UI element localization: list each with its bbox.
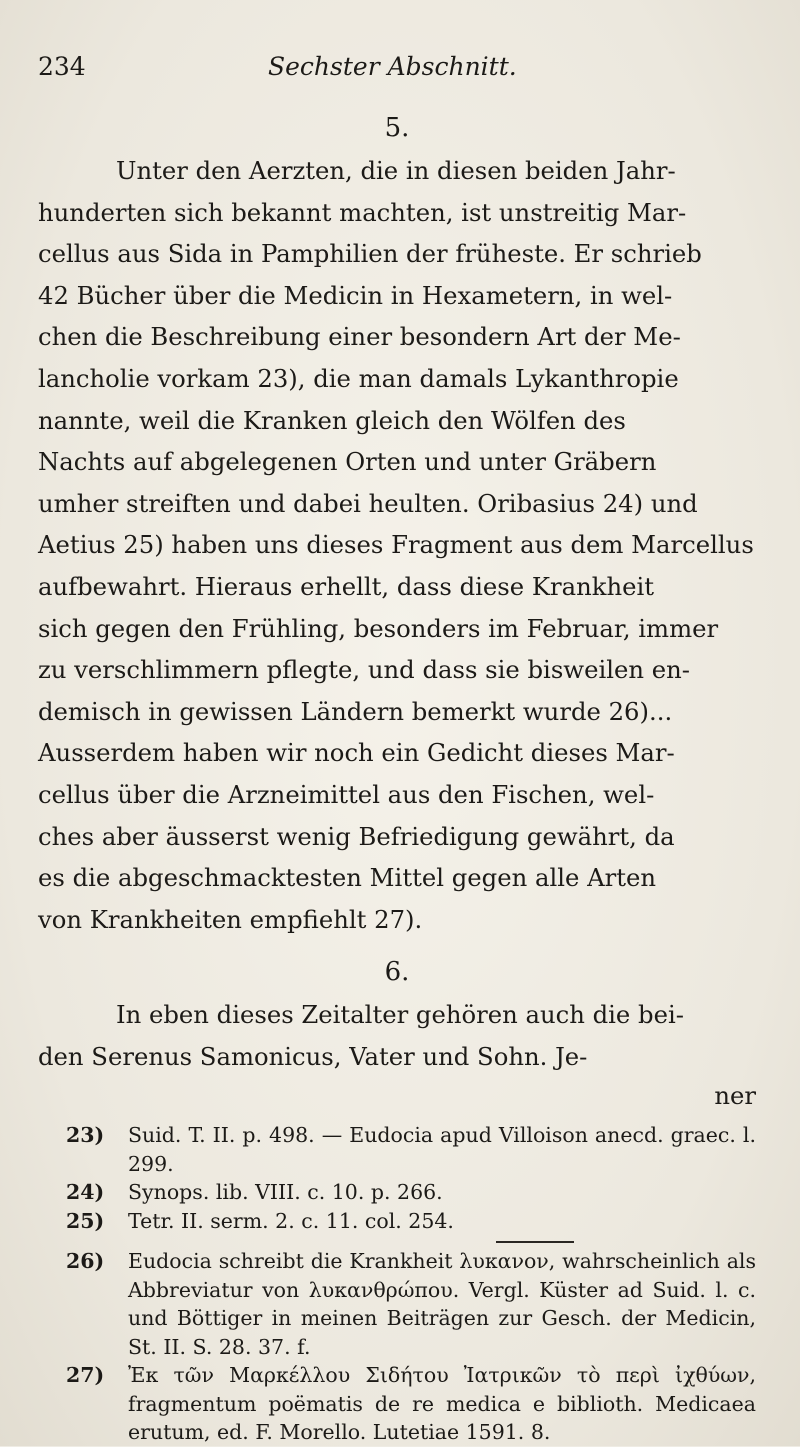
footnote-number: 23) [66, 1123, 105, 1148]
text-line: Unter den Aerzten, die in diesen beiden Jahr- [116, 156, 676, 185]
text-line: cellus aus Sida in Pamphilien der früheste. Er schrieb [38, 239, 702, 269]
footnote [66, 1247, 756, 1361]
footnote [66, 1361, 756, 1447]
text-line: den Serenus Samonicus, Vater und Sohn. Je- [38, 1041, 588, 1071]
catchword: ner [714, 1081, 756, 1111]
footnote-number: 24) [66, 1180, 105, 1205]
text-line: Aetius 25) haben uns dieses Fragment aus dem Marcellus [38, 530, 754, 560]
text-line: demisch in gewissen Ländern bemerkt wurde 26)... [38, 696, 673, 726]
running-title: Sechster Abschnitt. [268, 52, 517, 81]
text-line: hunderten sich bekannt machten, ist unstreitig Mar- [38, 197, 687, 227]
page-header [38, 52, 756, 96]
footnote [66, 1207, 756, 1236]
text-line: umher streiften und dabei heulten. Oribasius 24) und [38, 488, 698, 518]
text-line: Ausserdem haben wir noch ein Gedicht dieses Mar- [38, 738, 675, 768]
section-number-6: 6. [384, 957, 410, 988]
text-line: aufbewahrt. Hieraus erhellt, dass diese Krankheit [38, 571, 655, 601]
text-line: von Krankheiten empfiehlt 27). [38, 904, 423, 934]
page-number: 234 [38, 52, 86, 81]
text-line: ches aber äusserst wenig Befriedigung gewährt, da [38, 821, 675, 851]
section-5-paragraph [38, 150, 756, 940]
footnote-text: Synops. lib. VIII. c. 10. p. 266. [128, 1180, 443, 1205]
text-line: 42 Bücher über die Medicin in Hexametern, in wel- [38, 280, 673, 310]
section-6-paragraph [38, 994, 756, 1077]
footnote-number: 27) [66, 1363, 105, 1388]
text-line: lancholie vorkam 23), die man damals Lykanthropie [38, 363, 679, 393]
text-line: Nachts auf abgelegenen Orten und unter Gräbern [38, 447, 657, 477]
section-number-5: 5. [384, 113, 410, 143]
text-line: cellus über die Arzneimittel aus den Fischen, wel- [38, 779, 655, 809]
text-line: sich gegen den Frühling, besonders im Februar, immer [38, 613, 719, 643]
footnote-text: Eudocia schreibt die Krankheit λυκανον, wahrscheinlich als Abbreviatur von λυκανθρώπου. Vergl. Küster ad Suid. l. c. und Böttiger in meinen Beiträgen zur Gesch. der Medicin, St. II. S. 28. 37. f. [128, 1249, 756, 1359]
footnote [66, 1121, 756, 1178]
footnote-number: 25) [66, 1208, 105, 1233]
text-line: chen die Beschreibung einer besondern Art der Me- [38, 322, 681, 352]
footnote [66, 1178, 756, 1207]
footnote-number: 26) [66, 1249, 105, 1274]
footnote-text: Suid. T. II. p. 498. — Eudocia apud Villoison anecd. graec. l. 299. [128, 1123, 756, 1176]
text-line: es die abgeschmacktesten Mittel gegen alle Arten [38, 863, 657, 893]
text-line: In eben dieses Zeitalter gehören auch die bei- [116, 1000, 684, 1030]
text-line: zu verschlimmern pflegte, und dass sie bisweilen en- [38, 655, 690, 685]
text-line: nannte, weil die Kranken gleich den Wölfen des [38, 405, 626, 435]
footnotes [38, 1121, 756, 1447]
footnote-divider [496, 1241, 574, 1243]
footnote-text: Tetr. II. serm. 2. c. 11. col. 254. [128, 1208, 454, 1233]
footnote-text: Ἐκ τῶν Μαρκέλλου Σιδήτου Ἰατρικῶν τὸ περὶ ἰχθύων, fragmentum poëmatis de re medica e biblioth. Medicaea erutum, ed. F. Morello. Lutetiae 1591. 8. [128, 1363, 756, 1445]
